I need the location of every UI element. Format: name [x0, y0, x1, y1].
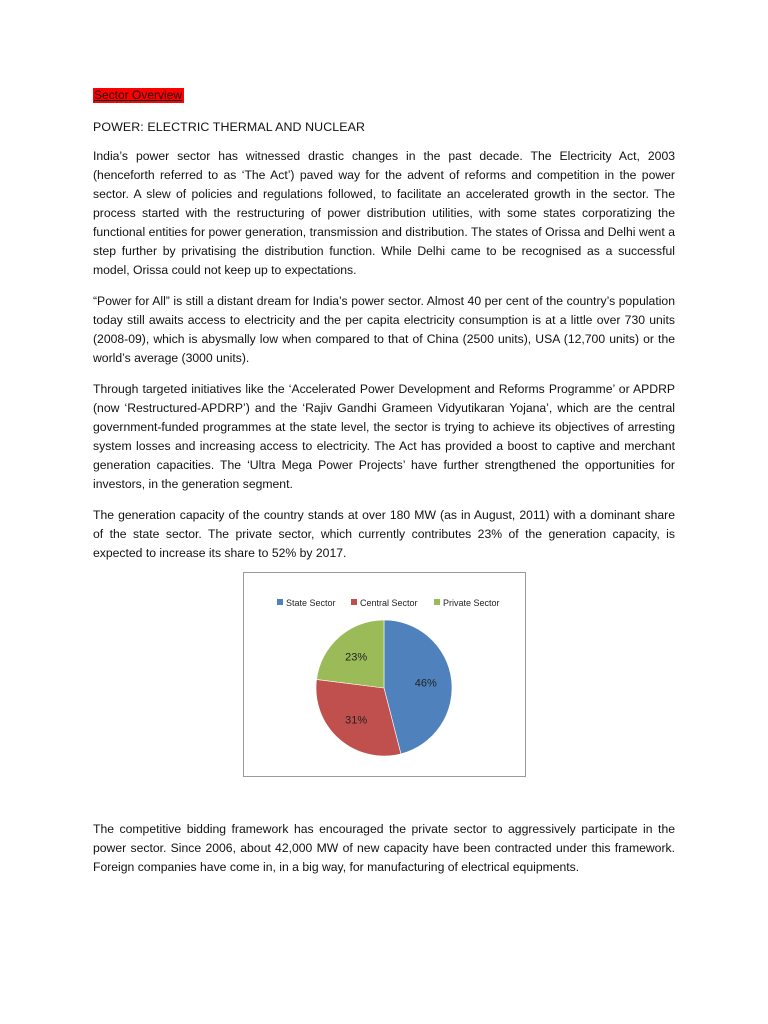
- paragraph-3: Through targeted initiatives like the ‘Accelerated Power Development and Reforms Programme’ or APDRP (now ‘Restructured-APDRP’) and the ‘Rajiv Gandhi Grameen Vidyutikaran Yojana’, which are the central government-funded programmes at the state level, the sector is trying to achieve its objectives of arresting system losses and increasing access to electricity. The Act has provided a boost to captive and merchant generation capacities. The ‘Ultra Mega Power Projects’ have further strengthened the opportunities for investors, in the generation segment.: [93, 382, 675, 491]
- pie-label-2: 31%: [345, 714, 368, 727]
- pie-label-1: 46%: [414, 677, 437, 690]
- legend-swatch-2: [351, 599, 357, 605]
- pie-label-3: 23%: [345, 651, 368, 664]
- closing-section: [93, 820, 675, 877]
- document-body: [93, 86, 675, 563]
- paragraph-2: “Power for All” is still a distant dream for India’s power sector. Almost 40 per cent of the country’s population today still awaits access to electricity and the per capita electricity consumption is at a little over 730 units (2008-09), which is abysmally low when compared to that of China (2500 units), USA (12,700 units) or the world’s average (3000 units).: [93, 294, 675, 365]
- paragraph-5: The competitive bidding framework has encouraged the private sector to aggressively participate in the power sector. Since 2006, about 42,000 MW of new capacity have been contracted under this framework. Foreign companies have come in, in a big way, for manufacturing of electrical equipments.: [93, 822, 675, 874]
- legend-label-1: State Sector: [286, 598, 336, 608]
- section-heading: POWER: ELECTRIC THERMAL AND NUCLEAR: [93, 120, 366, 134]
- legend-swatch-3: [434, 599, 440, 605]
- pie-chart: [243, 572, 526, 777]
- legend-label-3: Private Sector: [443, 598, 500, 608]
- pie-chart-svg: [244, 573, 525, 776]
- legend-label-2: Central Sector: [360, 598, 418, 608]
- section-tag: Sector Overview: [94, 88, 183, 102]
- paragraph-1: India’s power sector has witnessed drastic changes in the past decade. The Electricity Act, 2003 (henceforth referred to as ‘The Act’) paved way for the advent of reforms and competition in the power sector. A slew of policies and regulations followed, to facilitate an accelerated growth in the sector. The process started with the restructuring of power distribution utilities, with some states corporatizing the functional entities for power generation, transmission and distribution. The states of Orissa and Delhi went a step further by privatising the distribution function. While Delhi came to be recognised as a successful model, Orissa could not keep up to expectations.: [93, 149, 675, 277]
- legend-swatch-1: [277, 599, 283, 605]
- paragraph-4: The generation capacity of the country stands at over 180 MW (as in August, 2011) with a dominant share of the state sector. The private sector, which currently contributes 23% of the generation capacity, is expected to increase its share to 52% by 2017.: [93, 508, 675, 560]
